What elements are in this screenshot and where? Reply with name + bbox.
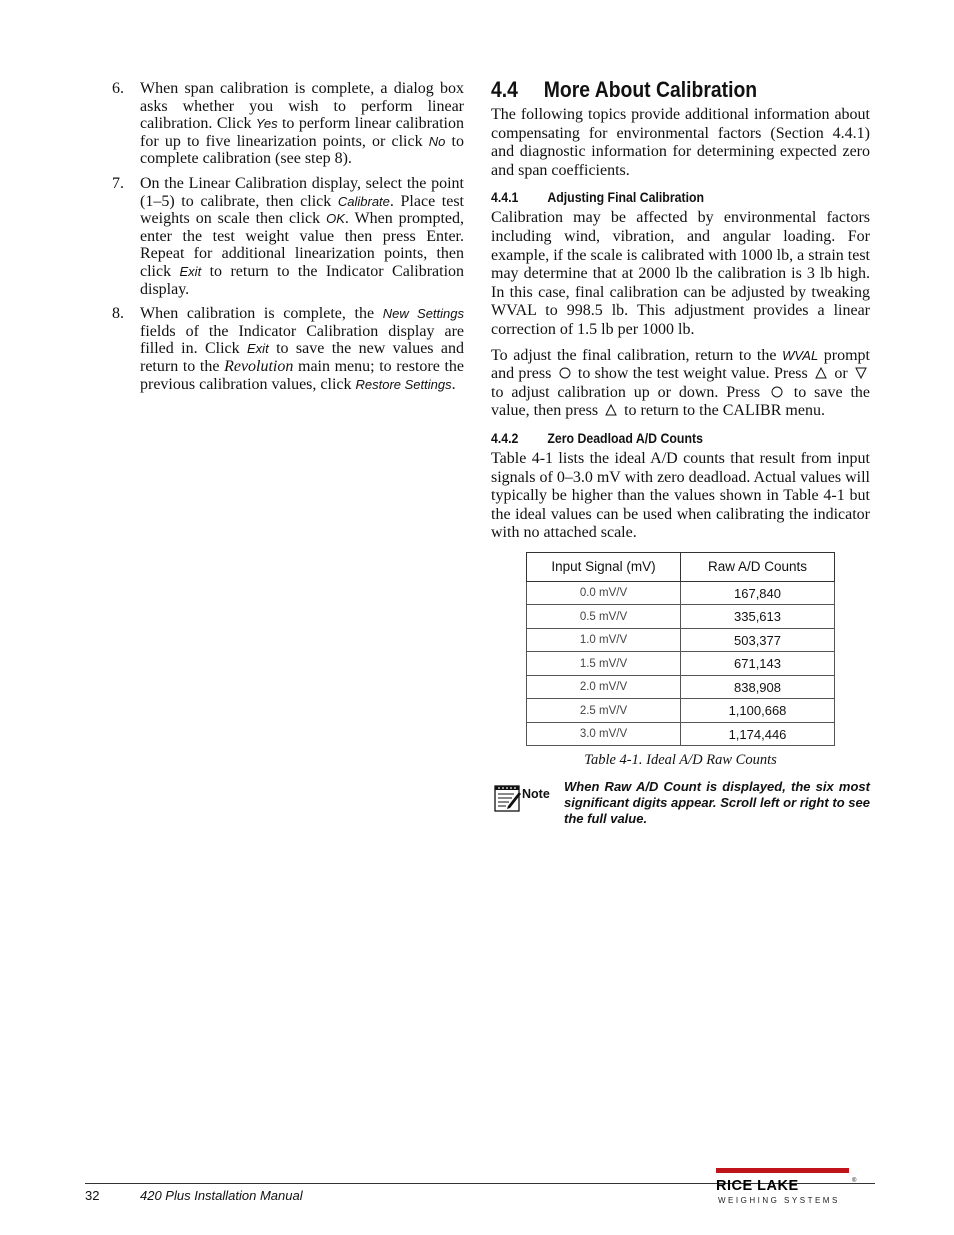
enter-button-circle-icon [771, 386, 783, 398]
text-run: prompt and press [491, 346, 870, 383]
text-run: to return to the CALIBR menu. [620, 402, 825, 420]
wval-prompt: WVAL [782, 347, 819, 363]
numbered-step [110, 175, 464, 298]
ui-term: Restore Settings [355, 376, 452, 392]
input-signal-cell: 1.0 mV/V [527, 628, 681, 652]
subsection-heading-4-4-1 [491, 188, 825, 206]
ui-term: Exit [179, 263, 202, 279]
ui-term: OK [326, 211, 345, 227]
input-signal-cell: 1.5 mV/V [527, 652, 681, 676]
raw-counts-cell: 167,840 [681, 581, 835, 605]
ui-term: Calibrate [337, 193, 390, 209]
table-row [527, 722, 835, 746]
table-header-row [527, 552, 835, 581]
right-column [491, 76, 870, 829]
table-row [527, 699, 835, 723]
raw-counts-cell: 1,174,446 [681, 722, 835, 746]
section-number: 4.4 [491, 77, 518, 102]
input-signal-cell: 3.0 mV/V [527, 722, 681, 746]
text-run: to return to the Indicator Calibration display. [140, 262, 465, 298]
numbered-step [110, 305, 464, 393]
raw-counts-cell: 335,613 [681, 605, 835, 629]
ui-term: No [428, 133, 446, 149]
step-number: 6. [112, 80, 124, 97]
raw-counts-cell: 671,143 [681, 652, 835, 676]
section-title: More About Calibration [543, 77, 758, 102]
note-pad-icon [494, 782, 522, 817]
raw-counts-cell: 838,908 [681, 675, 835, 699]
table-row [527, 675, 835, 699]
ui-term: Yes [255, 116, 278, 132]
adjusting-calibration-paragraph: Calibration may be affected by environmental factors including wind, vibration, and angular loading. For example, if the scale is calibrated with 1000 lb, a strain test may determine that at 2000 lb the calibration is 3 lb high. In this case, final calibration can be adjusted by tweaking WVAL to 998.5 lb. This adjustment provides a linear correction of 1.5 lb per 1000 lb. [491, 209, 870, 338]
text-run: . Place test weights on scale then click [140, 192, 464, 228]
column-header-raw-counts: Raw A/D Counts [681, 552, 835, 581]
rice-lake-logo [716, 1168, 856, 1208]
input-signal-cell: 2.5 mV/V [527, 699, 681, 723]
step-number: 7. [112, 174, 124, 192]
raw-counts-cell: 1,100,668 [681, 699, 835, 723]
text-run: . [451, 375, 456, 393]
input-signal-cell: 0.5 mV/V [527, 605, 681, 629]
note-box [491, 779, 870, 829]
adjust-procedure-paragraph [491, 347, 870, 421]
text-run: When calibration is complete, the [140, 305, 383, 323]
text-run: to complete calibration (see step 8). [140, 132, 464, 168]
text-run: to save the value, then press [491, 383, 870, 420]
numbered-step [110, 80, 464, 168]
up-arrow-triangle-icon [815, 367, 827, 379]
text-run: to perform linear calibration for up to five linearization points, or click [140, 115, 465, 150]
input-signal-cell: 0.0 mV/V [527, 581, 681, 605]
text-run: main menu; to restore the previous calibration values, click [140, 357, 464, 393]
page-number: 32 [85, 1188, 100, 1203]
text-run: . When prompted, enter the test weight value then press Enter. Repeat for additional linearization points, then click [140, 210, 465, 280]
note-label: Note [522, 787, 550, 802]
subsection-number: 4.4.1 [491, 189, 519, 206]
enter-button-circle-icon [559, 367, 571, 379]
subsection-title: Zero Deadload A/D Counts [547, 429, 703, 446]
step-number: 8. [112, 305, 124, 323]
subsection-heading-4-4-2 [491, 429, 825, 447]
text-run: On the Linear Calibration display, select the point (1–5) to calibrate, then click [140, 174, 464, 210]
column-header-input-signal: Input Signal (mV) [527, 552, 681, 581]
text-run: To adjust the final calibration, return to the [491, 346, 783, 364]
table-row [527, 628, 835, 652]
subsection-number: 4.4.2 [491, 429, 519, 446]
input-signal-cell: 2.0 mV/V [527, 675, 681, 699]
logo-trademark: ® [852, 1178, 857, 1184]
up-arrow-triangle-icon [605, 404, 617, 416]
left-column [110, 80, 464, 400]
emphasis-term: Revolution [224, 357, 294, 375]
text-run: or [830, 365, 853, 383]
table-caption: Table 4-1. Ideal A/D Raw Counts [584, 752, 777, 769]
text-run: fields of the Indicator Calibration display are filled in. Click [140, 322, 464, 358]
deadload-paragraph: Table 4-1 lists the ideal A/D counts that result from input signals of 0–3.0 mV with zero deadload. Actual values will typically be higher than the values shown in Table 4-1 but the ideal values can be used when calibrating the indicator with no attached scale. [491, 449, 870, 542]
text-run: to save the new values and return to the [140, 340, 465, 375]
text-run: to show the test weight value. Press [573, 365, 813, 383]
table-row [527, 605, 835, 629]
section-heading [491, 76, 825, 104]
logo-brand-text: RICE LAKE [716, 1178, 799, 1194]
ui-term: Exit [247, 341, 269, 357]
section-intro: The following topics provide additional information about compensating for environmental factors (Section 4.4.1) and diagnostic information for determining expected zero and span coefficients. [491, 106, 870, 179]
raw-counts-cell: 503,377 [681, 628, 835, 652]
text-run: to adjust calibration up or down. Press [491, 383, 768, 401]
ad-counts-table [526, 552, 835, 747]
table-row [527, 652, 835, 676]
ui-term: New Settings [382, 306, 464, 322]
down-arrow-triangle-icon [855, 367, 867, 379]
note-text: When Raw A/D Count is displayed, the six most significant digits appear. Scroll left or right to see the full value. [564, 779, 870, 827]
text-run: When span calibration is complete, a dialog box asks whether you wish to perform linear calibration. Click [140, 80, 464, 133]
logo-red-bar [716, 1168, 849, 1173]
table-row [527, 581, 835, 605]
manual-title: 420 Plus Installation Manual [140, 1188, 303, 1203]
logo-tagline: WEIGHING SYSTEMS [718, 1196, 840, 1205]
subsection-title: Adjusting Final Calibration [547, 189, 705, 206]
